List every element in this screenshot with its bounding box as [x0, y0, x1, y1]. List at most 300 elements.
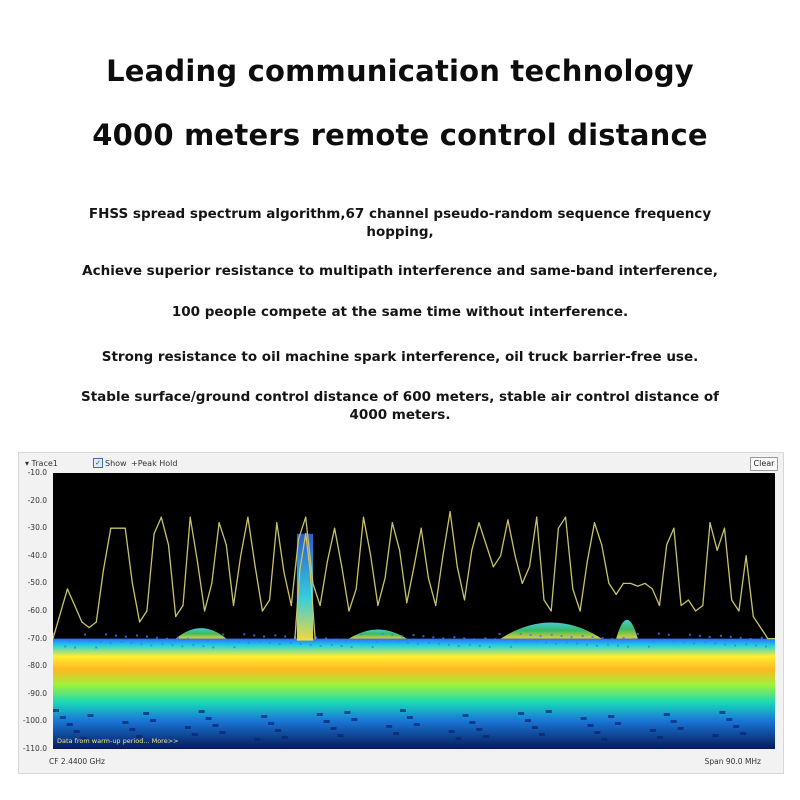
trace-point	[182, 605, 183, 606]
noise-speckle	[331, 644, 333, 646]
trace-point	[96, 621, 97, 622]
noise-texture	[129, 728, 135, 731]
trace-point	[572, 588, 573, 589]
trace-point	[529, 566, 530, 567]
noise-speckle	[218, 639, 220, 641]
trace-point	[334, 528, 335, 529]
noise-speckle	[64, 645, 66, 647]
trace-point	[139, 621, 140, 622]
noise-speckle	[561, 635, 563, 637]
noise-speckle	[207, 640, 209, 642]
noise-speckle	[648, 646, 650, 648]
noise-speckle	[530, 634, 532, 636]
trace-point	[240, 555, 241, 556]
trace-point	[666, 544, 667, 545]
noise-speckle	[458, 645, 460, 647]
noise-speckle	[115, 635, 117, 637]
trace-point	[507, 519, 508, 520]
noise-speckle	[417, 643, 419, 645]
noise-texture	[581, 717, 587, 720]
noise-speckle	[372, 646, 374, 648]
noise-speckle	[633, 638, 635, 640]
noise-speckle	[279, 643, 281, 645]
trace-point	[767, 638, 768, 639]
noise-texture	[407, 716, 413, 719]
feature-control-distance: Stable surface/ground control distance of 600 meters, stable air control distance of 4000 meters.	[81, 389, 719, 423]
trace-point	[486, 544, 487, 545]
trace-point	[601, 544, 602, 545]
subheadline: 4000 meters remote control distance	[92, 118, 708, 152]
noise-speckle	[473, 638, 475, 640]
noise-speckle	[745, 643, 747, 645]
noise-speckle	[248, 642, 250, 644]
noise-texture	[608, 715, 614, 718]
noise-speckle	[193, 644, 195, 646]
trace-point	[356, 588, 357, 589]
noise-speckle	[351, 646, 353, 648]
trace-point	[305, 533, 306, 534]
noise-speckle	[150, 644, 152, 646]
noise-speckle	[499, 633, 501, 635]
noise-speckle	[290, 642, 292, 644]
noise-texture	[74, 730, 80, 733]
show-checkbox[interactable]: ✓	[93, 458, 103, 468]
trace-point	[89, 627, 90, 628]
noise-speckle	[341, 645, 343, 647]
trace-point	[197, 561, 198, 562]
noise-speckle	[586, 644, 588, 646]
noise-texture	[282, 736, 288, 739]
trace-point	[146, 610, 147, 611]
trace-point	[299, 569, 300, 570]
trace-point	[314, 638, 315, 639]
trace-point	[305, 517, 306, 518]
trace-point	[276, 522, 277, 523]
noise-texture	[344, 711, 350, 714]
noise-speckle	[673, 640, 675, 642]
trace-point	[681, 605, 682, 606]
noise-speckle	[125, 636, 127, 638]
noise-speckle	[310, 644, 312, 646]
noise-speckle	[555, 643, 557, 645]
noise-speckle	[761, 637, 763, 639]
noise-speckle	[253, 634, 255, 636]
noise-speckle	[479, 645, 481, 647]
trace-point	[450, 511, 451, 512]
y-tick-label: -70.0	[27, 633, 47, 643]
noise-speckle	[602, 637, 604, 639]
noise-texture	[456, 737, 462, 740]
trace-point	[594, 522, 595, 523]
trace-point	[457, 566, 458, 567]
trace-point	[125, 528, 126, 529]
noise-speckle	[171, 644, 173, 646]
trace-point	[724, 528, 725, 529]
noise-speckle	[442, 637, 444, 639]
show-label: Show	[105, 459, 127, 468]
noise-texture	[518, 712, 524, 715]
noise-speckle	[325, 638, 327, 640]
trace-point	[652, 588, 653, 589]
noise-speckle	[637, 633, 639, 635]
noise-texture	[546, 710, 552, 713]
noise-speckle	[720, 635, 722, 637]
y-tick-label: -110.0	[22, 744, 47, 753]
trace-point	[175, 616, 176, 617]
noise-speckle	[463, 637, 465, 639]
noise-speckle	[376, 641, 378, 643]
trace-point	[565, 517, 566, 518]
noise-speckle	[520, 633, 522, 635]
noise-texture	[88, 714, 94, 717]
trace-point	[218, 522, 219, 523]
noise-speckle	[177, 637, 179, 639]
noise-texture	[469, 721, 475, 724]
noise-speckle	[438, 643, 440, 645]
trace-point	[341, 566, 342, 567]
noise-texture	[483, 735, 489, 738]
noise-speckle	[387, 640, 389, 642]
trace-point	[363, 517, 364, 518]
noise-speckle	[397, 641, 399, 643]
noise-speckle	[714, 642, 716, 644]
noise-speckle	[504, 639, 506, 641]
noise-speckle	[489, 646, 491, 648]
noise-speckle	[100, 641, 102, 643]
spectrum-chart	[53, 473, 775, 749]
noise-speckle	[136, 635, 138, 637]
noise-speckle	[284, 635, 286, 637]
noise-texture	[588, 724, 594, 727]
trace-point	[370, 555, 371, 556]
noise-texture	[317, 713, 323, 716]
noise-speckle	[652, 640, 654, 642]
trace-point	[309, 569, 310, 570]
noise-speckle	[693, 642, 695, 644]
trace-point	[327, 561, 328, 562]
noise-texture	[261, 715, 267, 718]
noise-speckle	[121, 641, 123, 643]
noise-texture	[671, 720, 677, 723]
trace-point	[702, 605, 703, 606]
trace-point	[543, 599, 544, 600]
noise-speckle	[617, 645, 619, 647]
noise-speckle	[162, 643, 164, 645]
trace-point	[247, 517, 248, 518]
trace-point	[637, 586, 638, 587]
trace-point	[392, 522, 393, 523]
noise-texture	[449, 730, 455, 733]
noise-speckle	[740, 637, 742, 639]
noise-speckle	[683, 641, 685, 643]
noise-speckle	[401, 635, 403, 637]
y-tick-label: -10.0	[27, 468, 47, 477]
noise-texture	[150, 719, 156, 722]
trace-point	[753, 616, 754, 617]
noise-speckle	[84, 634, 86, 636]
noise-texture	[386, 725, 392, 728]
noise-texture	[476, 728, 482, 731]
trace-point	[226, 544, 227, 545]
noise-speckle	[202, 645, 204, 647]
trace-point	[746, 555, 747, 556]
noise-speckle	[300, 643, 302, 645]
noise-texture	[601, 738, 607, 741]
trace-point	[262, 610, 263, 611]
noise-texture	[331, 727, 337, 730]
trace-point	[478, 522, 479, 523]
noise-texture	[713, 734, 719, 737]
noise-texture	[726, 718, 732, 721]
noise-speckle	[345, 640, 347, 642]
noise-speckle	[140, 643, 142, 645]
noise-speckle	[105, 634, 107, 636]
noise-speckle	[704, 641, 706, 643]
noise-texture	[67, 723, 73, 726]
trace-point	[406, 602, 407, 603]
noise-speckle	[233, 646, 235, 648]
y-tick-label: -50.0	[27, 578, 47, 588]
noise-speckle	[592, 636, 594, 638]
trace-point	[283, 572, 284, 573]
noise-speckle	[448, 644, 450, 646]
feature-multipath: Achieve superior resistance to multipath interference and same-band interference,	[82, 263, 718, 279]
noise-speckle	[156, 637, 158, 639]
trace-point	[399, 550, 400, 551]
noise-texture	[213, 724, 219, 727]
noise-speckle	[366, 640, 368, 642]
trace-point	[500, 555, 501, 556]
noise-texture	[143, 712, 149, 715]
noise-texture	[400, 709, 406, 712]
noise-texture	[254, 738, 260, 741]
trace-point	[493, 566, 494, 567]
noise-speckle	[356, 639, 358, 641]
noise-speckle	[74, 647, 76, 649]
noise-speckle	[469, 644, 471, 646]
noise-texture	[650, 729, 656, 732]
trace-point	[558, 528, 559, 529]
trace-point	[312, 583, 313, 584]
noise-texture	[525, 719, 531, 722]
trace-point	[320, 605, 321, 606]
noise-speckle	[566, 641, 568, 643]
trace-point	[161, 517, 162, 518]
noise-speckle	[755, 644, 757, 646]
noise-speckle	[391, 634, 393, 636]
trace-point	[442, 555, 443, 556]
trace-point	[616, 594, 617, 595]
noise-speckle	[259, 641, 261, 643]
noise-speckle	[765, 646, 767, 648]
noise-speckle	[95, 646, 97, 648]
noise-speckle	[709, 636, 711, 638]
noise-speckle	[484, 637, 486, 639]
noise-speckle	[212, 646, 214, 648]
noise-texture	[678, 727, 684, 730]
trace-point	[153, 533, 154, 534]
noise-speckle	[197, 639, 199, 641]
trace-point	[435, 605, 436, 606]
noise-texture	[615, 722, 621, 725]
trace-point	[269, 599, 270, 600]
noise-texture	[219, 731, 225, 734]
trace-point	[738, 610, 739, 611]
frequency-span[interactable]: Span 90.0 MHz	[704, 757, 761, 766]
noise-speckle	[689, 634, 691, 636]
trace-point	[536, 517, 537, 518]
noise-texture	[338, 734, 344, 737]
noise-texture	[539, 733, 545, 736]
noise-speckle	[187, 638, 189, 640]
peak-hold-label[interactable]: +Peak Hold	[131, 459, 178, 468]
noise-texture	[351, 718, 357, 721]
noise-speckle	[525, 639, 527, 641]
noise-speckle	[69, 640, 71, 642]
trace-point	[717, 550, 718, 551]
noise-speckle	[453, 636, 455, 638]
noise-texture	[324, 720, 330, 723]
noise-texture	[206, 717, 212, 720]
analyzer-toolbar	[19, 453, 783, 473]
noise-speckle	[146, 636, 148, 638]
noise-speckle	[228, 640, 230, 642]
trace-point	[233, 605, 234, 606]
noise-speckle	[238, 641, 240, 643]
noise-speckle	[181, 645, 183, 647]
trace-point	[291, 605, 292, 606]
y-axis-labels	[19, 453, 53, 773]
y-tick-label: -30.0	[27, 523, 47, 533]
y-tick-label: -60.0	[27, 606, 47, 615]
trace-point	[168, 544, 169, 545]
noise-speckle	[627, 646, 629, 648]
noise-speckle	[734, 645, 736, 647]
noise-speckle	[59, 639, 61, 641]
spectrum-plot	[53, 473, 775, 749]
center-frequency[interactable]: CF 2.4400 GHz	[49, 757, 105, 766]
noise-speckle	[263, 636, 265, 638]
noise-speckle	[699, 635, 701, 637]
headline: Leading communication technology	[106, 54, 694, 88]
noise-speckle	[623, 637, 625, 639]
noise-speckle	[576, 643, 578, 645]
noise-speckle	[413, 634, 415, 636]
analyzer-footer	[19, 751, 783, 773]
trace-point	[81, 621, 82, 622]
trace-point	[204, 610, 205, 611]
trace-point	[644, 583, 645, 584]
trace-point	[731, 599, 732, 600]
noise-speckle	[611, 638, 613, 640]
trace-point	[428, 577, 429, 578]
y-tick-label: -90.0	[27, 688, 47, 698]
trace-point	[673, 528, 674, 529]
noise-speckle	[514, 641, 516, 643]
noise-speckle	[382, 633, 384, 635]
feature-spark-resistance: Strong resistance to oil machine spark interference, oil truck barrier-free use.	[101, 349, 699, 365]
noise-speckle	[545, 642, 547, 644]
warmup-note[interactable]: Data from warm-up period... More>>	[57, 737, 179, 745]
noise-speckle	[730, 636, 732, 638]
trace-point	[587, 561, 588, 562]
trace-point	[211, 583, 212, 584]
trace-point	[294, 638, 295, 639]
trace-point	[695, 610, 696, 611]
noise-texture	[199, 710, 205, 713]
clear-button[interactable]: Clear	[750, 457, 778, 471]
trace-point	[348, 610, 349, 611]
noise-texture	[463, 714, 469, 717]
noise-speckle	[131, 642, 133, 644]
noise-speckle	[243, 633, 245, 635]
noise-speckle	[596, 645, 598, 647]
noise-texture	[719, 711, 725, 714]
y-tick-label: -40.0	[27, 550, 47, 560]
feature-100-people: 100 people compete at the same time without interference.	[171, 304, 629, 320]
noise-speckle	[335, 639, 337, 641]
noise-speckle	[432, 636, 434, 638]
noise-speckle	[494, 638, 496, 640]
noise-speckle	[607, 644, 609, 646]
noise-speckle	[724, 643, 726, 645]
trace-point	[413, 566, 414, 567]
trace-point	[255, 566, 256, 567]
noise-speckle	[109, 642, 111, 644]
noise-speckle	[407, 642, 409, 644]
trace-point	[377, 605, 378, 606]
noise-speckle	[642, 639, 644, 641]
trace-point	[760, 627, 761, 628]
noise-texture	[60, 716, 66, 719]
noise-floor-band	[53, 639, 775, 749]
noise-texture	[414, 723, 420, 726]
noise-speckle	[320, 645, 322, 647]
noise-texture	[657, 736, 663, 739]
trace-point	[132, 583, 133, 584]
noise-texture	[393, 732, 399, 735]
y-tick-label: -20.0	[27, 495, 47, 505]
noise-speckle	[582, 635, 584, 637]
noise-speckle	[428, 642, 430, 644]
noise-speckle	[540, 635, 542, 637]
noise-speckle	[750, 638, 752, 640]
y-tick-label: -80.0	[27, 661, 47, 671]
noise-texture	[532, 726, 538, 729]
trace-point	[103, 569, 104, 570]
noise-texture	[122, 721, 128, 724]
trace-point	[551, 610, 552, 611]
trace-selector[interactable]: ▾ Trace1	[25, 459, 58, 468]
noise-texture	[268, 722, 274, 725]
noise-texture	[185, 726, 191, 729]
noise-texture	[664, 713, 670, 716]
trace-point	[110, 528, 111, 529]
noise-speckle	[535, 640, 537, 642]
y-tick-label: -100.0	[22, 716, 47, 726]
trace-point	[74, 605, 75, 606]
noise-speckle	[222, 633, 224, 635]
noise-texture	[275, 729, 281, 732]
noise-texture	[53, 709, 59, 712]
noise-speckle	[658, 633, 660, 635]
trace-point	[298, 539, 299, 540]
trace-point	[421, 528, 422, 529]
noise-texture	[594, 731, 600, 734]
noise-speckle	[571, 636, 573, 638]
trace-point	[709, 522, 710, 523]
noise-speckle	[551, 634, 553, 636]
